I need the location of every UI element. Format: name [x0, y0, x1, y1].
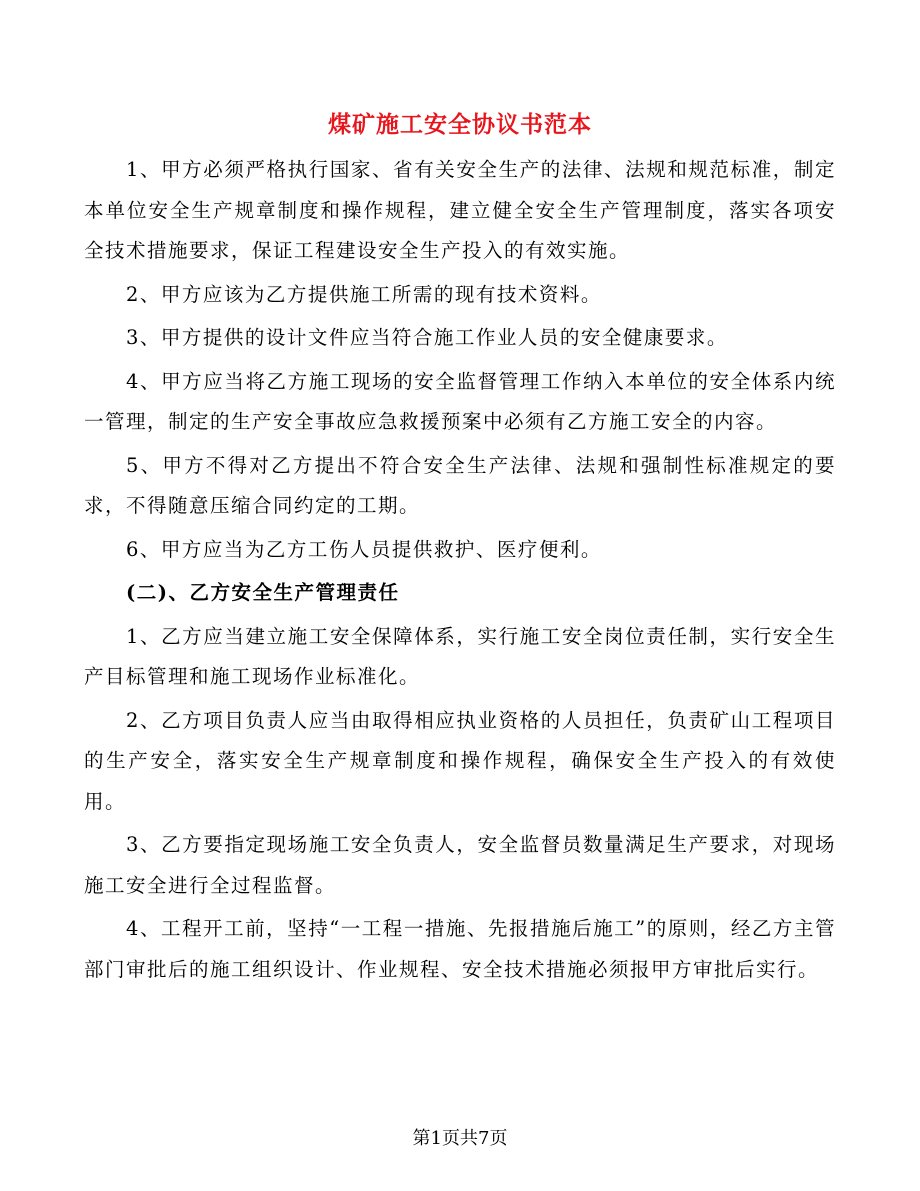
section-heading: (二)、乙方安全生产管理责任: [126, 581, 400, 604]
page-number-footer: 第1页共7页: [412, 1128, 508, 1149]
paragraph-10: 4、工程开工前，坚持“一工程一措施、先报措施后施工”的原则，经乙方主管部门审批后的施工组织设计、作业规程、安全技术措施必须报甲方审批后实行。: [84, 917, 836, 981]
document-title: 煤矿施工安全协议书范本: [328, 111, 592, 138]
paragraph-1: 1、甲方必须严格执行国家、省有关安全生产的法律、法规和规范标准，制定本单位安全生产规章制度和操作规程，建立健全安全生产管理制度，落实各项安全技术措施要求，保证工程建设安全生产投入的有效实施。: [84, 158, 836, 262]
paragraph-3: 3、甲方提供的设计文件应当符合施工作业人员的安全健康要求。: [126, 326, 728, 349]
paragraph-2: 2、甲方应该为乙方提供施工所需的现有技术资料。: [126, 282, 602, 306]
paragraph-7: 1、乙方应当建立施工安全保障体系，实行施工安全岗位责任制，实行安全生产目标管理和施工现场作业标准化。: [84, 624, 836, 688]
document-body: [84, 150, 836, 993]
paragraph-5: 5、甲方不得对乙方提出不符合安全生产法律、法规和强制性标准规定的要求，不得随意压缩合同约定的工期。: [84, 453, 836, 517]
paragraph-8: 2、乙方项目负责人应当由取得相应执业资格的人员担任，负责矿山工程项目的生产安全，落实安全生产规章制度和操作规程，确保安全生产投入的有效使用。: [84, 708, 836, 813]
paragraph-4: 4、甲方应当将乙方施工现场的安全监督管理工作纳入本单位的安全体系内统一管理，制定的生产安全事故应急救援预案中必须有乙方施工安全的内容。: [84, 369, 836, 433]
paragraph-6: 6、甲方应当为乙方工伤人员提供救护、医疗便利。: [126, 537, 602, 561]
paragraph-9: 3、乙方要指定现场施工安全负责人，安全监督员数量满足生产要求，对现场施工安全进行全过程监督。: [84, 833, 836, 897]
